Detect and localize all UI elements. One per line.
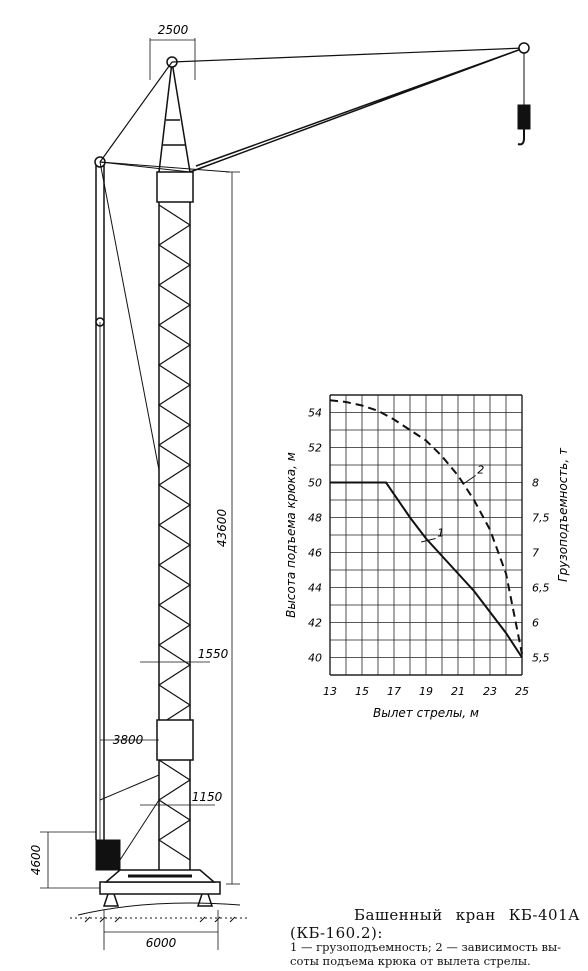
- crane-base: [96, 840, 220, 906]
- ground: [70, 903, 250, 922]
- y-left-tick-label: 40: [308, 651, 322, 665]
- caption-title-line2: (КБ-160.2):: [290, 924, 383, 942]
- caption-legend-line1: 1 — грузоподъемность; 2 — зависимость вы-: [290, 940, 561, 954]
- caption-title: [290, 906, 580, 942]
- dim-base-section: 1150: [191, 790, 223, 804]
- y-right-axis-label: Грузоподъемность, т: [556, 448, 570, 582]
- x-tick-label: 15: [355, 685, 369, 698]
- x-axis-label: Вылет стрелы, м: [373, 706, 479, 720]
- y-right-tick-label: 8: [532, 476, 539, 490]
- dim-tower-height: 43600: [215, 508, 229, 548]
- series-2-label: 2: [477, 463, 485, 477]
- x-tick-label: 19: [419, 685, 433, 698]
- dim-mast-width: 1550: [197, 647, 229, 661]
- dim-base-height: 4600: [29, 844, 43, 876]
- x-tick-label: 13: [323, 685, 337, 698]
- series-1-label: 1: [437, 526, 445, 540]
- caption-legend: [290, 940, 582, 968]
- crane-jib: [172, 43, 530, 172]
- chart: [284, 395, 570, 720]
- y-left-tick-label: 46: [308, 546, 322, 560]
- y-left-tick-label: 42: [308, 616, 322, 630]
- y-left-tick-label: 54: [308, 406, 322, 420]
- y-left-tick-label: 44: [308, 581, 322, 595]
- y-right-tick-label: 5,5: [532, 651, 550, 665]
- dimension-lines: [40, 38, 240, 950]
- x-tick-label: 17: [387, 685, 401, 698]
- caption-word-3: КБ-401А: [508, 906, 580, 924]
- x-tick-label: 21: [451, 685, 465, 698]
- x-tick-label: 25: [515, 685, 529, 698]
- x-tick-label: 23: [483, 685, 497, 698]
- dim-jib-foot: 3800: [112, 733, 144, 747]
- y-left-tick-label: 52: [308, 441, 322, 455]
- y-right-tick-label: 6,5: [532, 581, 550, 595]
- y-right-tick-label: 7: [532, 546, 539, 560]
- caption-legend-line2: соты подъема крюка от вылета стрелы.: [290, 954, 531, 968]
- y-right-tick-label: 7,5: [532, 511, 550, 525]
- y-left-tick-label: 50: [308, 476, 322, 490]
- y-left-axis-label: Высота подъема крюка, м: [284, 452, 298, 618]
- caption-word-1: Башенный: [354, 906, 443, 924]
- tower-mast: [157, 57, 193, 870]
- caption-word-2: кран: [455, 906, 496, 924]
- y-right-tick-label: 6: [532, 616, 539, 630]
- y-left-tick-label: 48: [308, 511, 322, 525]
- dim-track-width: 6000: [145, 936, 177, 950]
- dim-boom-offset: 2500: [157, 23, 189, 37]
